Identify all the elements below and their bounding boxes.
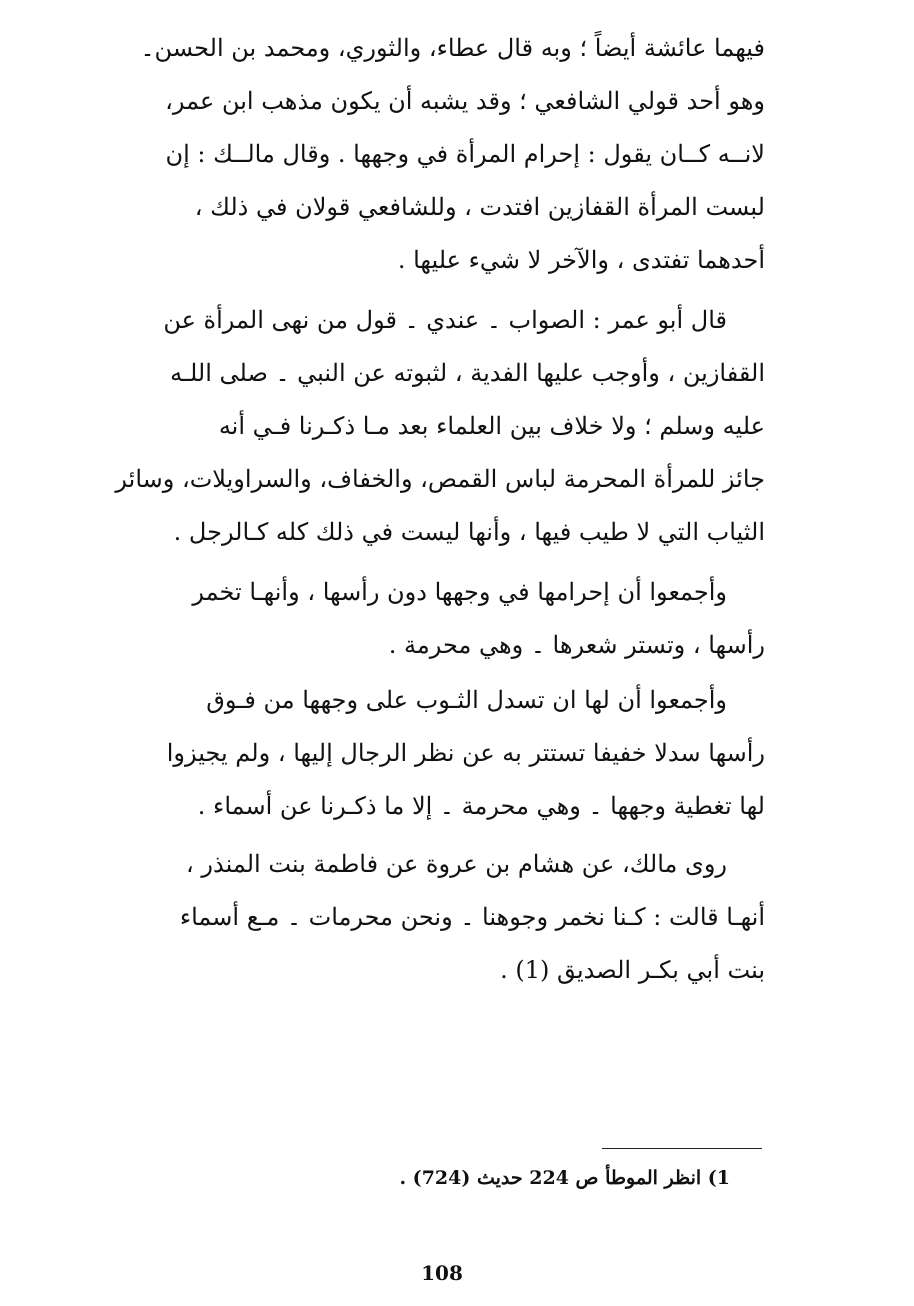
footnote: 1) انظر الموطأ ص 224 حديث (724) . — [399, 1167, 730, 1189]
paragraph-3 — [100, 566, 765, 672]
text-line: رأسها ، وتستر شعرها ۔ وهي محرمة . — [388, 631, 765, 659]
text-line: لانــه كــان يقول : إحرام المرأة في وجهها . وقال مالــك : إن — [165, 140, 765, 168]
page-number: 108 — [421, 1261, 463, 1285]
text-line: بنت أبي بكـر الصديق (1) . — [500, 956, 765, 984]
text-line: الثياب التي لا طيب فيها ، وأنها ليست في ذلك كله كـالرجل . — [173, 518, 765, 546]
text-line: جائز للمرأة المحرمة لباس القمص، والخفاف، والسراويلات، وسائر — [115, 465, 765, 493]
paragraph-1 — [100, 22, 765, 287]
text-line: القفازين ، وأوجب عليها الفدية ، لثبوته عن النبي ۔ صلى اللـه — [170, 359, 765, 387]
paragraph-5 — [100, 838, 765, 997]
text-line: لبست المرأة القفازين افتدت ، وللشافعي قولان في ذلك ، — [194, 193, 765, 221]
text-line: رأسها سدلا خفيفا تستتر به عن نظر الرجال إليها ، ولم يجيزوا — [166, 739, 765, 767]
text-line: عليه وسلم ؛ ولا خلاف بين العلماء بعد مـا ذكـرنا فـي أنه — [218, 412, 765, 440]
text-line: روى مالك، عن هشام بن عروة عن فاطمة بنت المنذر ، — [186, 850, 727, 878]
text-line: وهو أحد قولي الشافعي ؛ وقد يشبه أن يكون مذهب ابن عمر، — [165, 87, 765, 115]
text-line: وأجمعوا أن إحرامها في وجهها دون رأسها ، وأنهـا تخمر — [192, 578, 727, 606]
text-line: أحدهما تفتدى ، والآخر لا شيء عليها . — [397, 246, 765, 274]
text-line: أنهـا قالت : كـنا نخمر وجوهنا ۔ ونحن محرمات ۔ مـع أسماء — [179, 903, 765, 931]
paragraph-2 — [100, 294, 765, 559]
paragraph-4 — [100, 674, 765, 833]
text-line: لها تغطية وجهها ۔ وهي محرمة ۔ إلا ما ذكـرنا عن أسماء . — [197, 792, 765, 820]
footnote-divider — [602, 1148, 762, 1149]
text-line: قال أبو عمر : الصواب ۔ عندي ۔ قول من نهى المرأة عن — [163, 306, 727, 334]
text-line: فيهما عائشة أيضاً ؛ وبه قال عطاء، والثوري، ومحمد بن الحسن۔ — [140, 34, 765, 62]
text-line: وأجمعوا أن لها ان تسدل الثـوب على وجهها من فـوق — [206, 686, 727, 714]
